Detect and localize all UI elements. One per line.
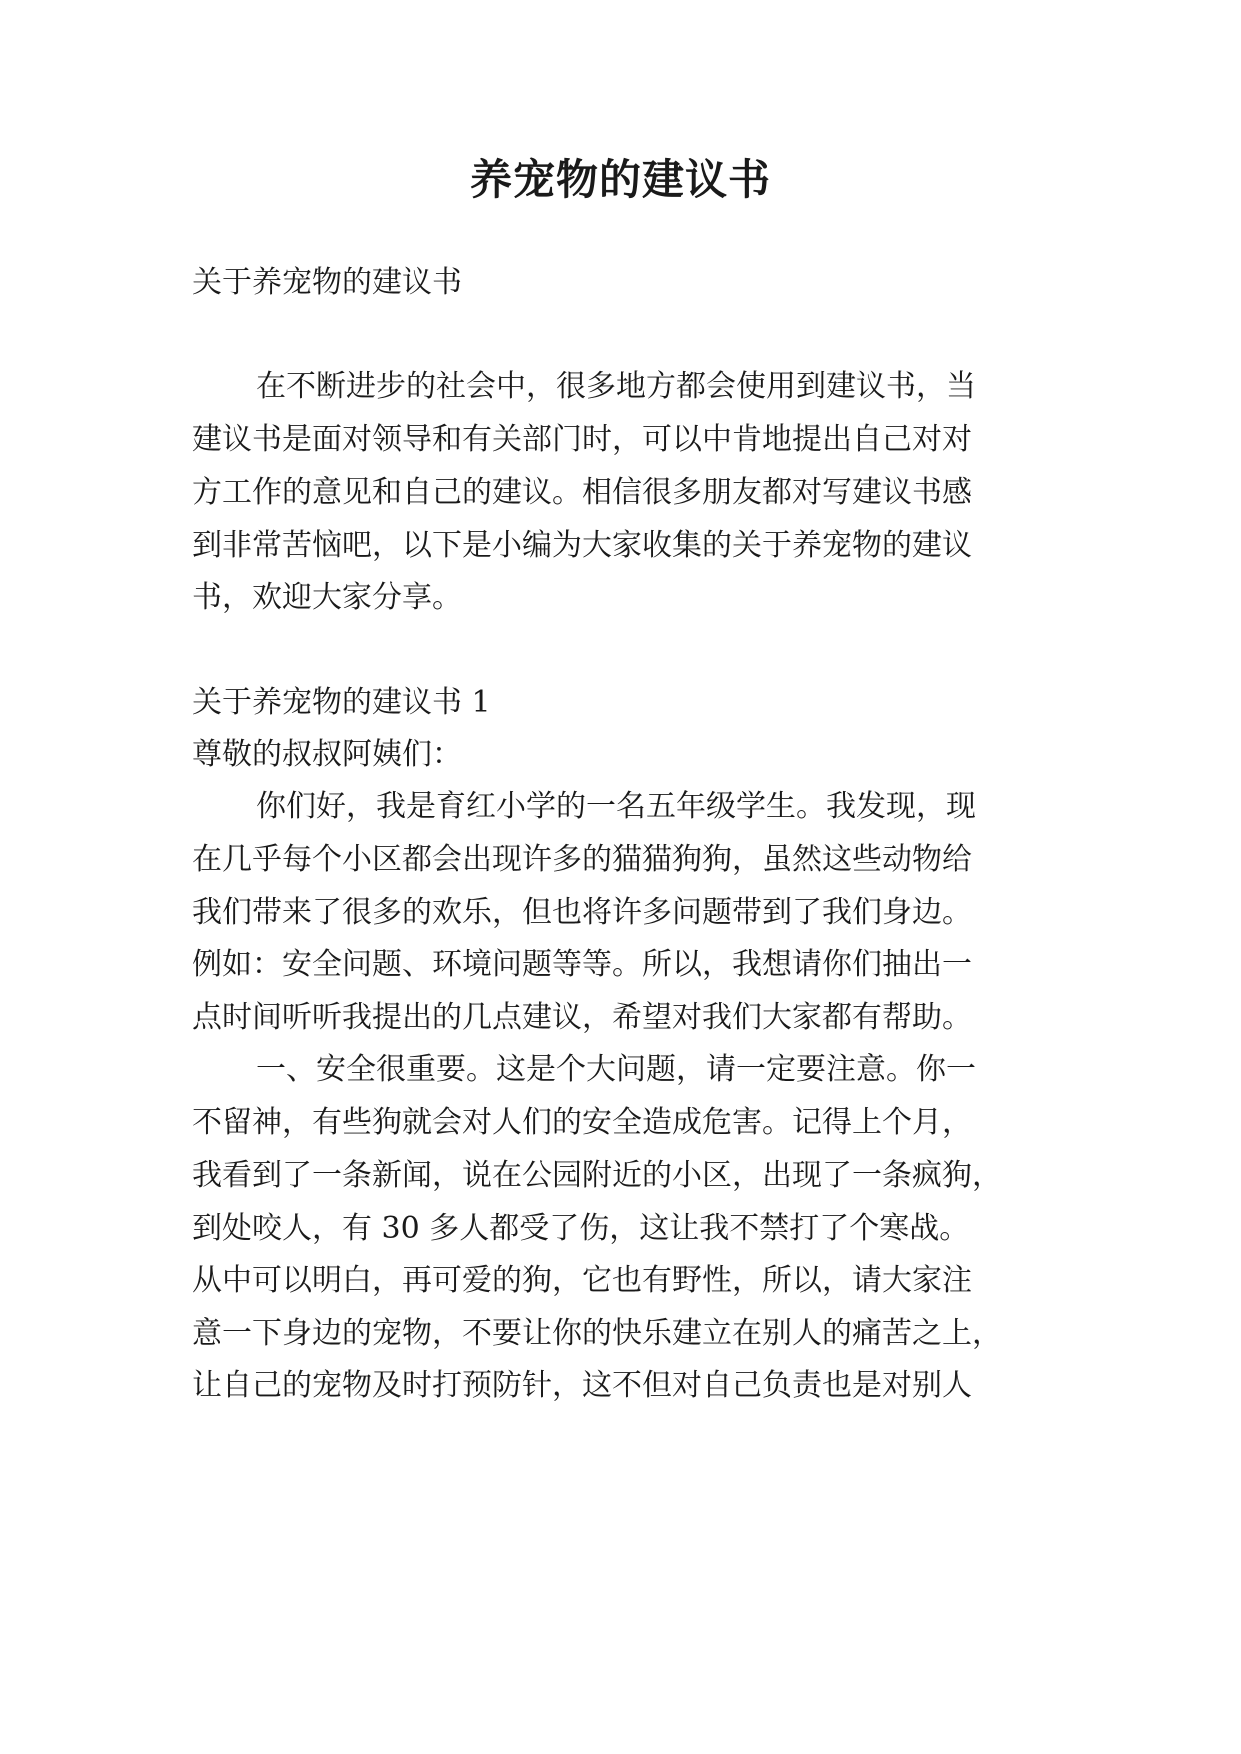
subtitle: 关于养宠物的建议书 [192, 265, 462, 300]
intro-line: 建议书是面对领导和有关部门时，可以中肯地提出自己对对 [192, 422, 972, 457]
paragraph-line: 在几乎每个小区都会出现许多的猫猫狗狗，虽然这些动物给 [192, 842, 972, 877]
paragraph-line: 一、安全很重要。这是个大问题，请一定要注意。你一 [256, 1052, 976, 1087]
paragraph-line: 到处咬人，有 30 多人都受了伤，这让我不禁打了个寒战。 [192, 1211, 970, 1246]
section-title: 关于养宠物的建议书 1 [192, 685, 491, 720]
paragraph-line: 我们带来了很多的欢乐，但也将许多问题带到了我们身边。 [192, 895, 972, 930]
document-title: 养宠物的建议书 [469, 155, 771, 204]
paragraph-line: 例如：安全问题、环境问题等等。所以，我想请你们抽出一 [192, 947, 972, 982]
paragraph-line: 不留神，有些狗就会对人们的安全造成危害。记得上个月， [192, 1105, 972, 1140]
paragraph-line: 让自己的宠物及时打预防针，这不但对自己负责也是对别人 [192, 1368, 972, 1403]
paragraph-line: 从中可以明白，再可爱的狗，它也有野性，所以，请大家注 [192, 1263, 972, 1298]
paragraph-line: 点时间听听我提出的几点建议，希望对我们大家都有帮助。 [192, 1000, 972, 1035]
intro-line: 在不断进步的社会中，很多地方都会使用到建议书，当 [256, 369, 976, 404]
paragraph-line: 你们好，我是育红小学的一名五年级学生。我发现，现 [256, 789, 976, 824]
paragraph-line: 意一下身边的宠物，不要让你的快乐建立在别人的痛苦之上， [192, 1316, 1002, 1351]
intro-line: 到非常苦恼吧，以下是小编为大家收集的关于养宠物的建议 [192, 528, 972, 563]
intro-line: 方工作的意见和自己的建议。相信很多朋友都对写建议书感 [192, 475, 972, 510]
salutation: 尊敬的叔叔阿姨们： [192, 737, 462, 772]
paragraph-line: 我看到了一条新闻，说在公园附近的小区，出现了一条疯狗， [192, 1158, 1002, 1193]
intro-line: 书，欢迎大家分享。 [192, 580, 462, 615]
